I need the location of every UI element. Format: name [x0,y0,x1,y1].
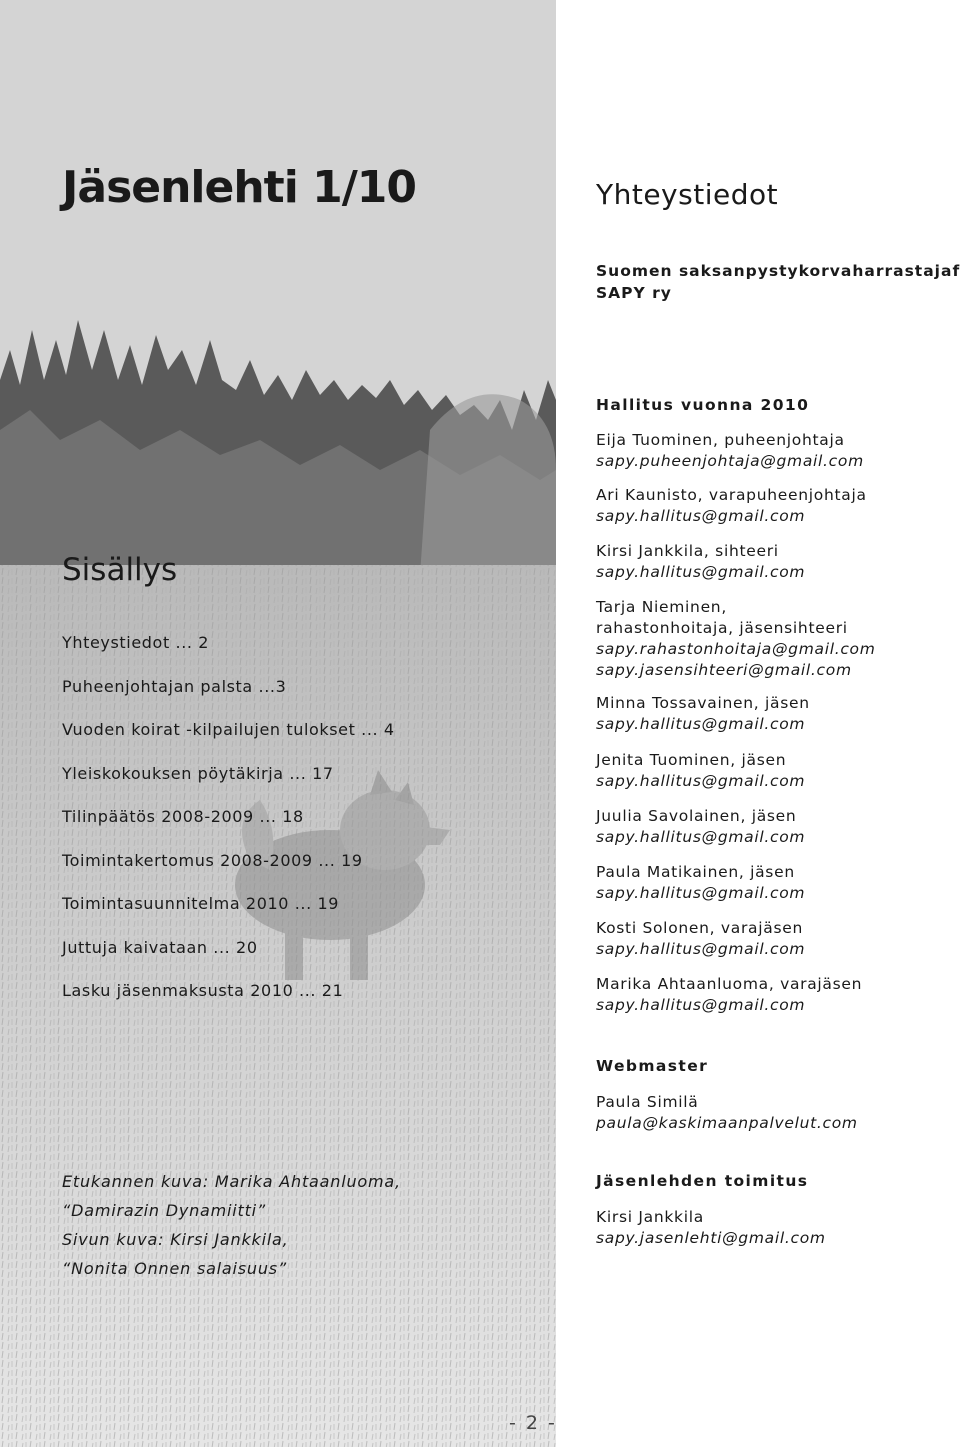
toc-item[interactable]: Tilinpäätös 2008-2009 ... 18 [62,807,304,826]
toc-item[interactable]: Yleiskokouksen pöytäkirja ... 17 [62,763,334,783]
member-role: Paula Matikainen, jäsen [596,863,795,881]
editorial-email[interactable]: sapy.jasenlehti@gmail.com [596,1229,826,1247]
member-email[interactable]: sapy.hallitus@gmail.com [596,772,806,790]
board-member [596,974,862,1016]
toc-item[interactable]: Toimintakertomus 2008-2009 ... 19 [62,850,363,870]
magazine-title: Jäsenlehti 1/10 [62,162,417,213]
member-role: rahastonhoitaja, jäsensihteeri [596,619,848,637]
board-member [596,750,805,792]
toc-item[interactable]: Vuoden koirat -kilpailujen tulokset ... 4 [62,720,395,739]
toc-item[interactable]: Juttuja kaivataan ... 20 [62,937,258,957]
board-member [596,693,810,735]
member-email[interactable]: sapy.hallitus@gmail.com [596,884,806,902]
webmaster-email[interactable]: paula@kaskimaanpalvelut.com [596,1114,858,1132]
member-role: Eija Tuominen, puheenjohtaja [596,431,845,449]
board-member [596,541,805,583]
board-member [596,862,805,904]
member-email[interactable]: sapy.puheenjohtaja@gmail.com [596,452,864,470]
editorial-name: Kirsi Jankkila [596,1208,704,1226]
webmaster-info [596,1092,858,1134]
member-role: Juulia Savolainen, jäsen [596,807,797,825]
board-member [596,918,805,960]
member-role: Kosti Solonen, varajäsen [596,919,803,937]
member-email[interactable]: sapy.hallitus@gmail.com [596,715,806,733]
member-email[interactable]: sapy.hallitus@gmail.com [596,996,806,1014]
page-number: - 2 - [509,1412,557,1434]
member-role: Minna Tossavainen, jäsen [596,694,810,712]
member-role: Kirsi Jankkila, sihteeri [596,542,779,560]
member-email[interactable]: sapy.hallitus@gmail.com [596,940,806,958]
table-of-contents [62,632,395,1024]
member-email[interactable]: sapy.rahastonhoitaja@gmail.com [596,640,876,658]
board-member [596,430,864,472]
board-heading: Hallitus vuonna 2010 [596,396,810,414]
member-email[interactable]: sapy.hallitus@gmail.com [596,563,806,581]
editorial-info [596,1207,826,1249]
member-role: Tarja Nieminen, [596,598,727,616]
member-email[interactable]: sapy.hallitus@gmail.com [596,507,806,525]
member-role: Jenita Tuominen, jäsen [596,751,787,769]
board-member [596,597,876,681]
contact-title: Yhteystiedot [596,178,779,211]
toc-item[interactable]: Toimintasuunnitelma 2010 ... 19 [62,894,340,913]
credit-line: “Nonita Onnen salaisuus” [62,1259,288,1278]
member-role: Marika Ahtaanluoma, varajäsen [596,975,863,993]
webmaster-name: Paula Similä [596,1093,699,1111]
organization-name [596,260,960,304]
editorial-heading: Jäsenlehden toimitus [596,1172,809,1190]
credit-line: Etukannen kuva: Marika Ahtaanluoma, [62,1172,401,1191]
member-role: Ari Kaunisto, varapuheenjohtaja [596,486,867,504]
board-member [596,485,867,527]
webmaster-heading: Webmaster [596,1057,709,1075]
toc-item[interactable]: Puheenjohtajan palsta ...3 [62,676,287,696]
member-email[interactable]: sapy.hallitus@gmail.com [596,828,806,846]
toc-heading: Sisällys [62,552,178,588]
member-email[interactable]: sapy.jasensihteeri@gmail.com [596,661,852,679]
credit-line: Sivun kuva: Kirsi Jankkila, [62,1230,289,1249]
org-line: SAPY ry [596,284,672,302]
credit-line: “Damirazin Dynamiitti” [62,1201,266,1220]
toc-item[interactable]: Lasku jäsenmaksusta 2010 ... 21 [62,981,344,1000]
toc-item[interactable]: Yhteystiedot ... 2 [62,633,210,652]
board-member [596,806,805,848]
org-line: Suomen saksanpystykorvaharrastajaf [596,262,960,280]
photo-credits [62,1170,401,1286]
